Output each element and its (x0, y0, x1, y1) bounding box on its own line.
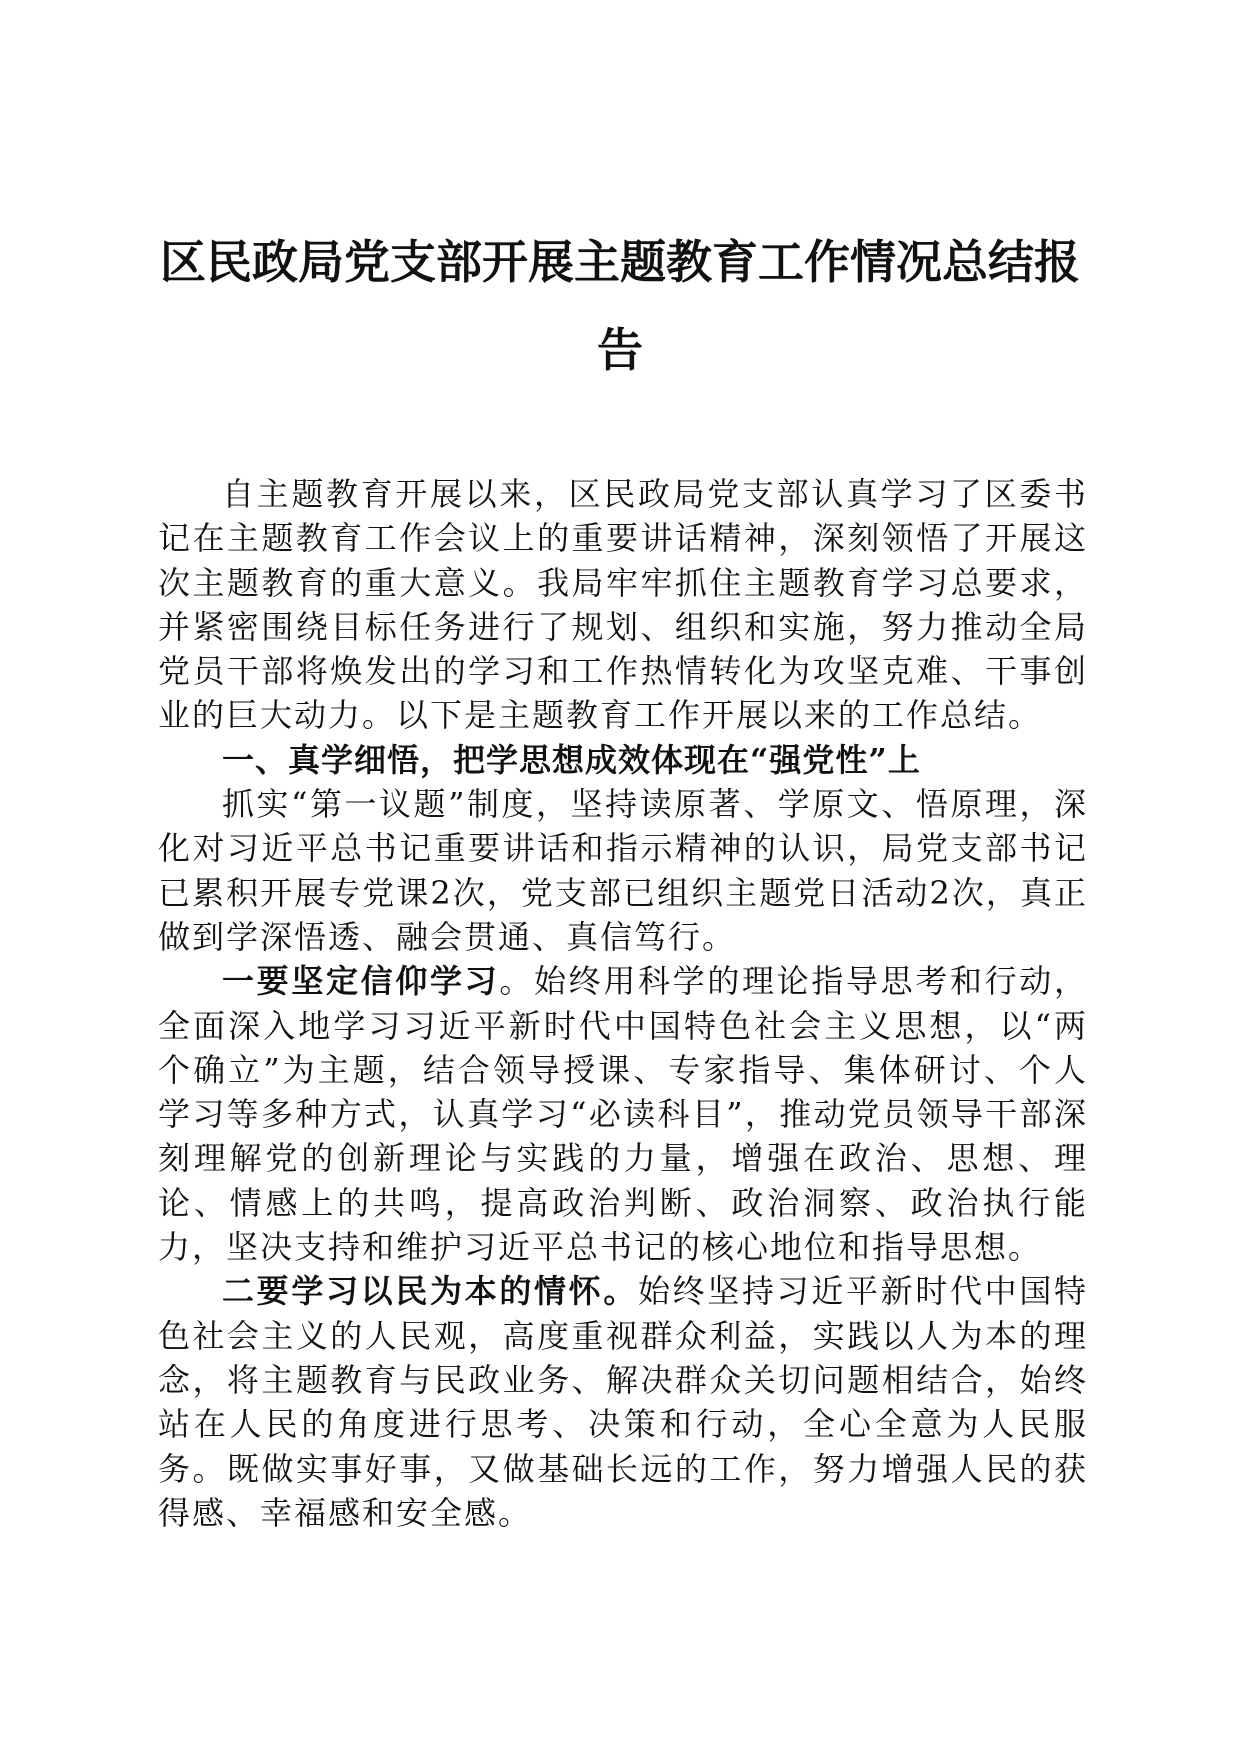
section-1-point-2-text: 始终坚持习近平新时代中国特色社会主义的人民观，高度重视群众利益，实践以人为本的理念，将主题教育与民政业务、解决群众关切问题相结合，始终站在人民的角度进行思考、决策和行动，全心全意为人民服务。既做实事好事，又做基础长远的工作，努力增强人民的获得感、幸福感和安全感。 (158, 1272, 1088, 1532)
section-1-intro-paragraph: 抓实“第一议题”制度，坚持读原著、学原文、悟原理，深化对习近平总书记重要讲话和指示精神的认识，局党支部书记已累积开展专党课2次，党支部已组织主题党日活动2次，真正做到学深悟透、融会贯通、真信笃行。 (158, 785, 1088, 956)
section-1-point-2-paragraph (158, 1269, 1088, 1535)
section-1-heading: 一、真学细悟，把学思想成效体现在“强党性”上 (222, 740, 921, 779)
section-1-point-1-text: 。始终用科学的理论指导思考和行动，全面深入地学习习近平新时代中国特色社会主义思想，以“两个确立”为主题，结合领导授课、专家指导、集体研讨、个人学习等多种方式，认真学习“必读科目”，推动党员领导干部深刻理解党的创新理论与实践的力量，增强在政治、思想、理论、情感上的共鸣，提高政治判断、政治洞察、政治执行能力，坚决支持和维护习近平总书记的核心地位和指导思想。 (158, 962, 1088, 1267)
section-1-point-1-paragraph (158, 959, 1088, 1269)
intro-paragraph: 自主题教育开展以来，区民政局党支部认真学习了区委书记在主题教育工作会议上的重要讲话精神，深刻领悟了开展这次主题教育的重大意义。我局牢牢抓住主题教育学习总要求，并紧密围绕目标任务进行了规划、组织和实施，努力推动全局党员干部将焕发出的学习和工作热情转化为攻坚克难、干事创业的巨大动力。以下是主题教育工作开展以来的工作总结。 (158, 475, 1088, 735)
document-body (158, 472, 1088, 1535)
section-1-point-2-lead: 二要学习以民为本的情怀。 (222, 1272, 638, 1311)
document-title: 区民政局党支部开展主题教育工作情况总结报告 (160, 235, 1080, 377)
section-1-point-1-lead: 一要坚定信仰学习 (222, 962, 500, 1001)
